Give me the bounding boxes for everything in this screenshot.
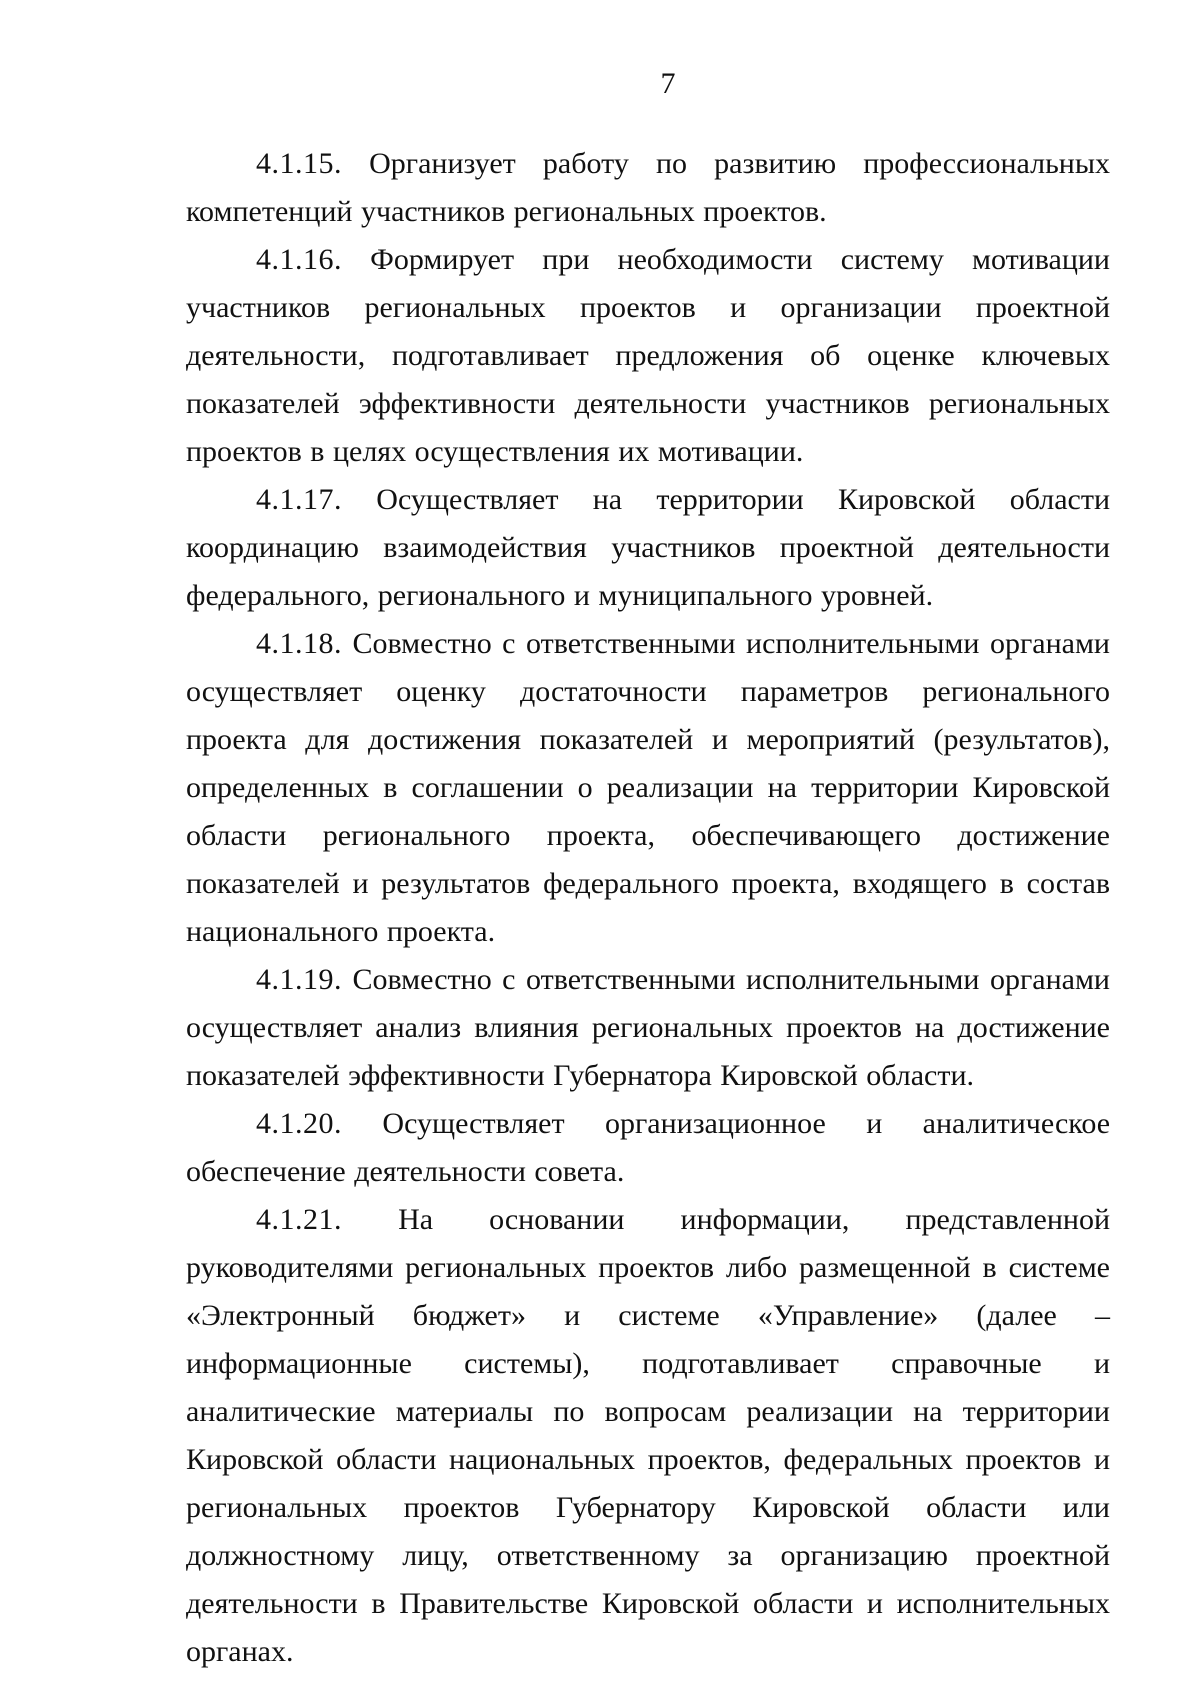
clause-text: Осуществляет на территории Кировской области координацию взаимодействия участников проектной деятельности федерального, регионального и муниципального уровней. [186,483,1111,612]
clause-number: 4.1.21. [256,1203,342,1236]
paragraph-4-1-20 [186,1100,1110,1196]
clause-text: Совместно с ответственными исполнительными органами осуществляет оценку достаточности параметров регионального проекта для достижения показателей и мероприятий (результатов), определенных в соглашении о реализации на территории Кировской области регионального проекта, обеспечивающего достижение показателей и результатов федерального проекта, входящего в состав национального проекта. [186,627,1110,948]
clause-text: Организует работу по развитию профессиональных компетенций участников региональных проектов. [186,147,1110,228]
paragraph-4-1-16 [186,236,1110,476]
clause-number: 4.1.15. [256,147,342,180]
paragraph-4-1-15 [186,140,1110,236]
document-body [186,140,1110,1676]
paragraph-4-1-18 [186,620,1110,956]
page-number: 7 [660,67,676,100]
clause-number: 4.1.17. [256,483,342,516]
clause-text: Осуществляет организационное и аналитическое обеспечение деятельности совета. [186,1107,1111,1188]
paragraph-4-1-21 [186,1196,1110,1676]
clause-number: 4.1.19. [256,963,342,996]
clause-text: Формирует при необходимости систему мотивации участников региональных проектов и организации проектной деятельности, подготавливает предложения об оценке ключевых показателей эффективности деятельности участников региональных проектов в целях осуществления их мотивации. [186,243,1110,468]
clause-number: 4.1.16. [256,243,342,276]
clause-number: 4.1.20. [256,1107,342,1140]
clause-text: Совместно с ответственными исполнительными органами осуществляет анализ влияния региональных проектов на достижение показателей эффективности Губернатора Кировской области. [186,963,1110,1092]
paragraph-4-1-19 [186,956,1110,1100]
clause-text: На основании информации, представленной руководителями региональных проектов либо размещенной в системе «Электронный бюджет» и системе «Управление» (далее – информационные системы), подготавливает справочные и аналитические материалы по вопросам реализации на территории Кировской области национальных проектов, федеральных проектов и региональных проектов Губернатору Кировской области или должностному лицу, ответственному за организацию проектной деятельности в Правительстве Кировской области и исполнительных органах. [186,1203,1111,1668]
clause-number: 4.1.18. [256,627,342,660]
paragraph-4-1-17 [186,476,1110,620]
